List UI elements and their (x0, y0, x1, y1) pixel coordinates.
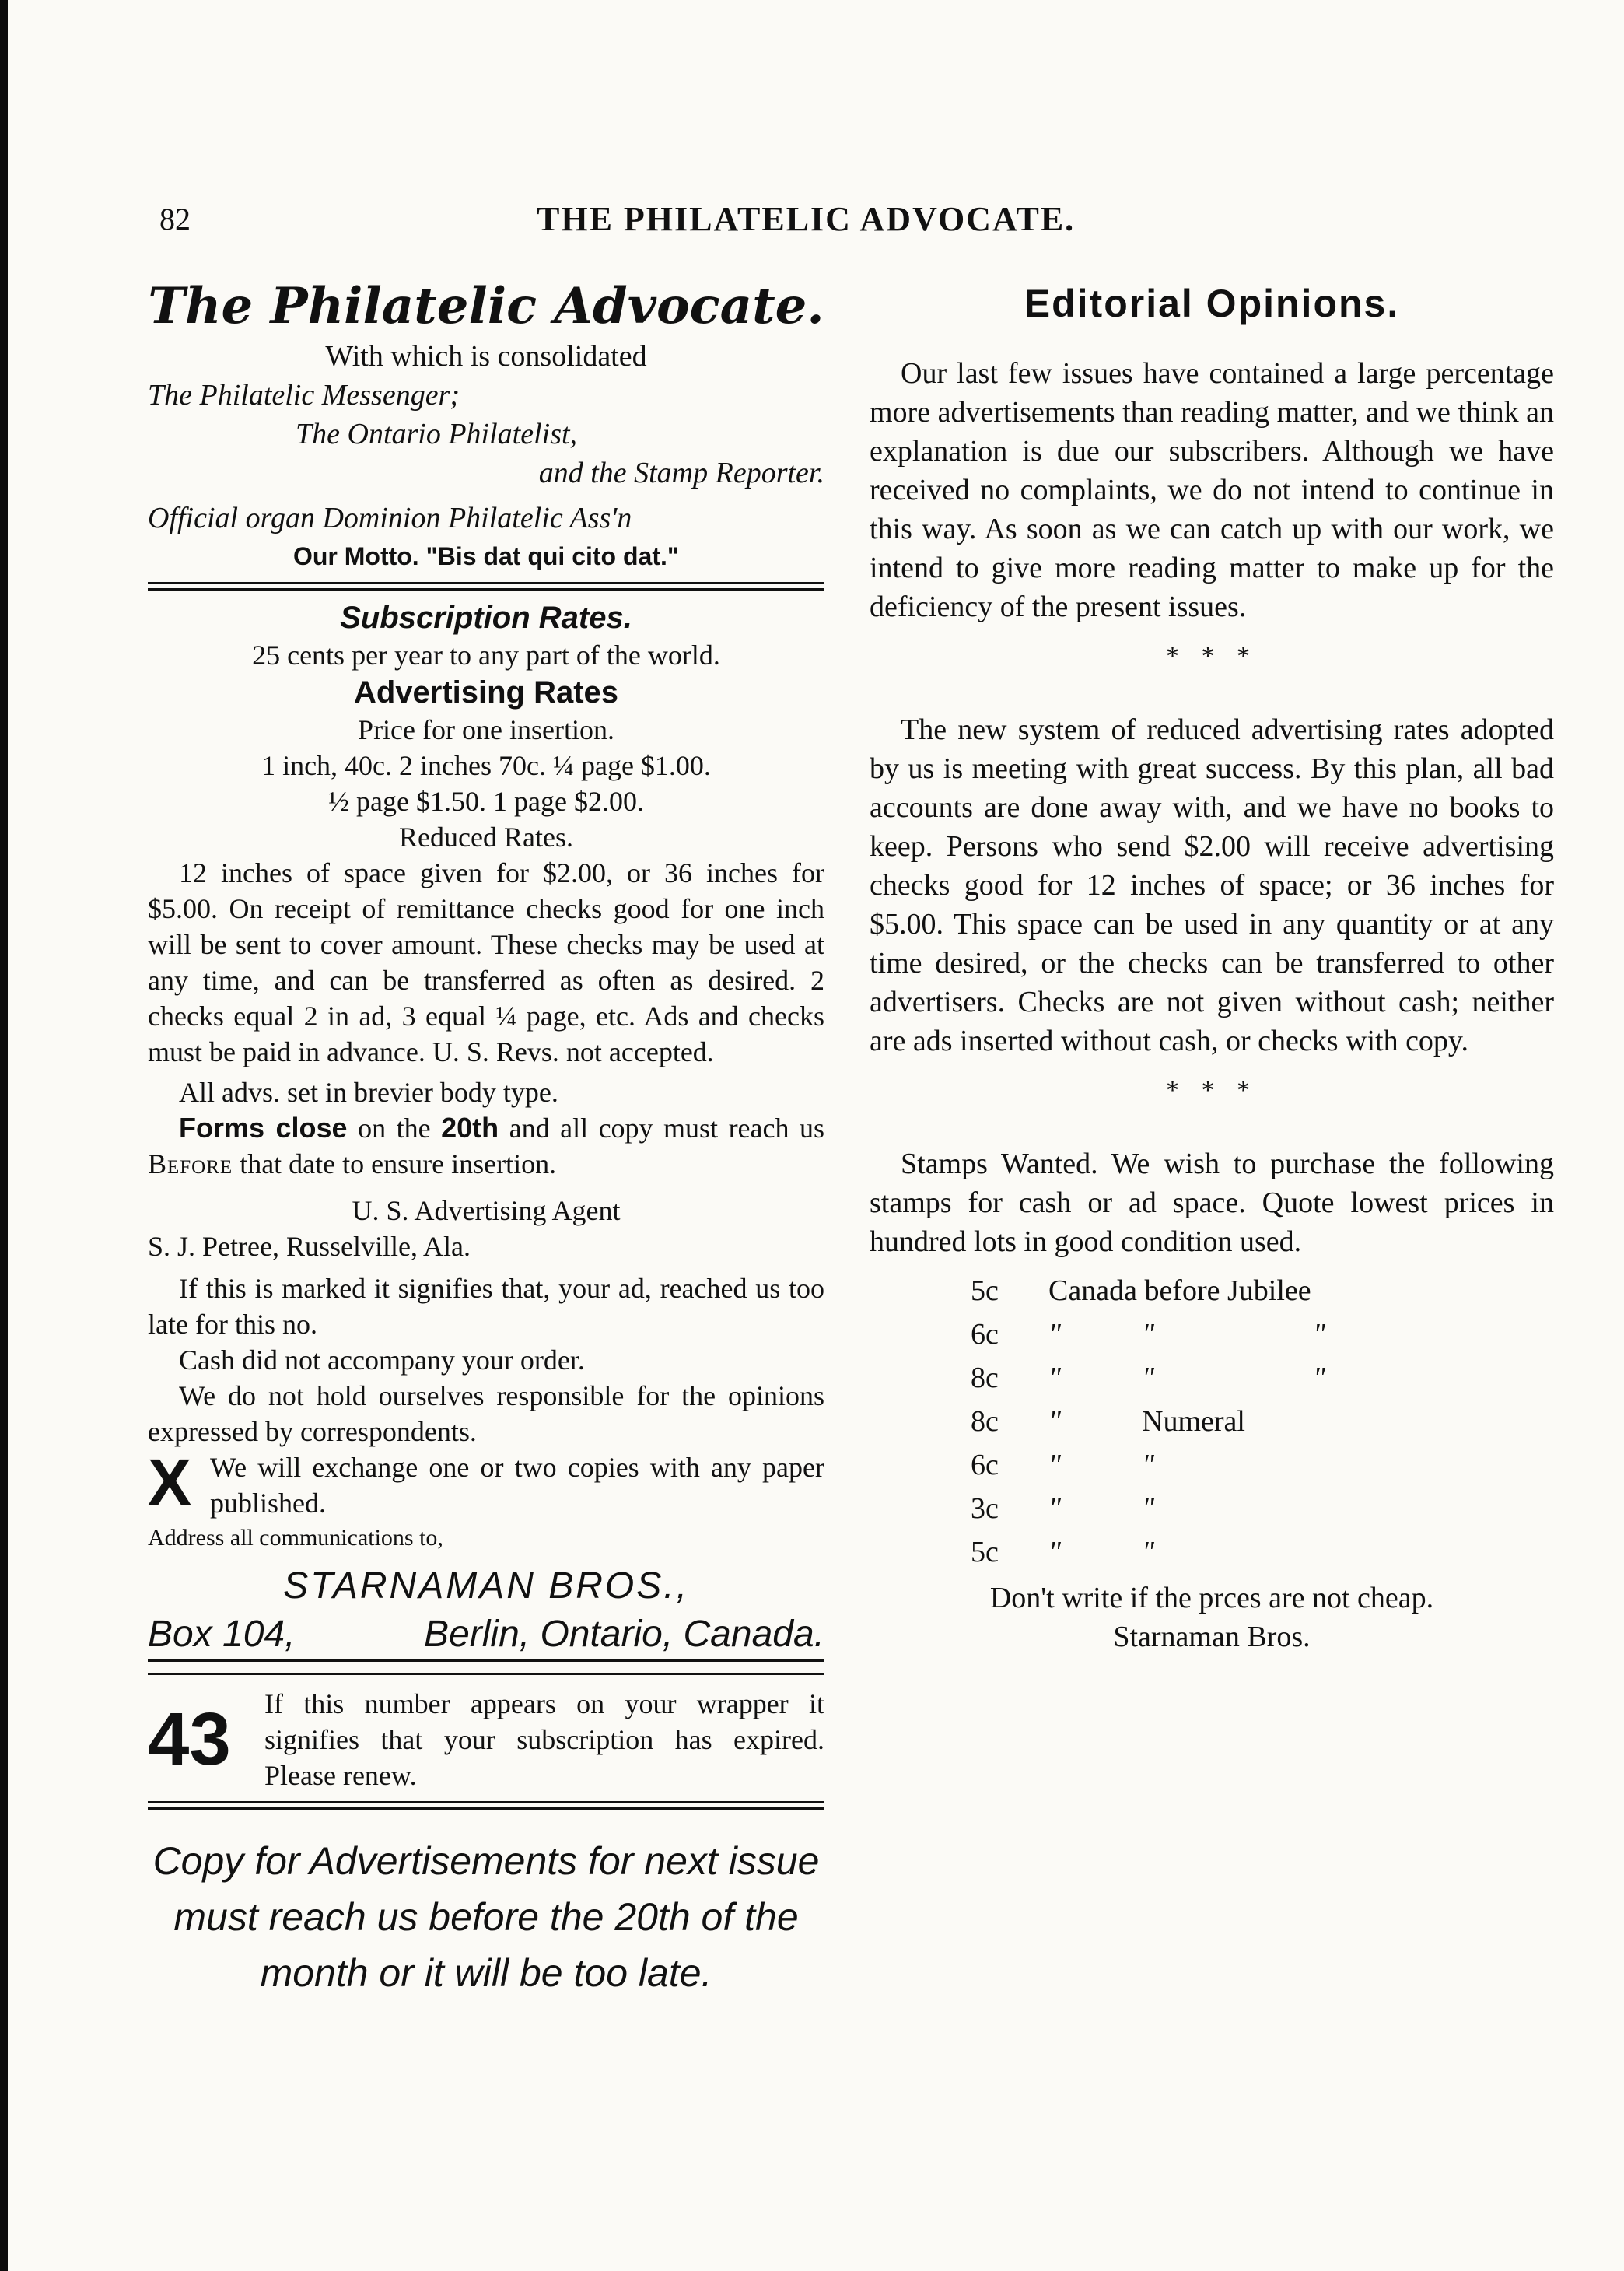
section-stars-2: * * * (1166, 1076, 1258, 1105)
masthead-line1: The Philatelic Messenger; (148, 379, 460, 412)
stamps-wanted-list (971, 1269, 1554, 1574)
page-number: 82 (159, 202, 191, 237)
forms-close-text-3: that date to ensure insertion. (233, 1148, 557, 1179)
masthead-title: The Philatelic Advocate. (148, 277, 824, 335)
subscription-heading: Subscription Rates. (340, 601, 632, 635)
forms-close-text-1: on the (347, 1113, 442, 1144)
forms-close-note (148, 1110, 824, 1182)
editorial-para-1: Our last few issues have contained a large percentage more advertisements than reading matter, and we think an explanation is due our subscribers. Although we have received no complaints, we do not intend to continue in this way. As soon as we can catch up with our work, we intend to give more reading matter to make up for the deficiency of the present issues. (870, 357, 1554, 623)
publisher-name: STARNAMAN BROS., (283, 1565, 689, 1607)
left-column (148, 276, 824, 2001)
running-head: THE PHILATELIC ADVOCATE. (537, 200, 1076, 238)
ditto-mark: " (1142, 1318, 1154, 1351)
section-stars-1: * * * (1166, 642, 1258, 671)
dont-write-note: Don't write if the prces are not cheap. (989, 1582, 1434, 1614)
masthead-official: Official organ Dominion Philatelic Ass'n (148, 502, 632, 534)
motto: Our Motto. "Bis dat qui cito dat." (292, 542, 680, 570)
marked-notice: If this is marked it signifies that, your ad, reached us too late for this no. (148, 1273, 824, 1340)
stamp-row (971, 1443, 1554, 1487)
stamp-desc: Numeral (1142, 1405, 1245, 1438)
ditto-mark: " (1048, 1405, 1061, 1438)
editorial-para-3: Stamps Wanted. We wish to purchase the following stamps for cash or ad space. Quote lowest prices in hundred lots in good condition used. (870, 1148, 1554, 1258)
advertising-rates-line2: ½ page $1.50. 1 page $2.00. (328, 786, 644, 817)
forms-close-date: 20th (441, 1112, 499, 1144)
editorial-heading: Editorial Opinions. (1024, 282, 1400, 325)
ditto-mark: " (1142, 1492, 1154, 1525)
ditto-mark: " (1048, 1449, 1061, 1481)
stamp-row (971, 1312, 1554, 1356)
subscription-number: 43 (148, 1698, 231, 1781)
stamp-value: 6c (971, 1318, 999, 1351)
subscription-expiry-row (148, 1686, 824, 1793)
agent-title: U. S. Advertising Agent (352, 1195, 621, 1226)
signature: Starnaman Bros. (1113, 1621, 1311, 1653)
exchange-row (148, 1446, 824, 1521)
copy-deadline-note: Copy for Advertisements for next issue must reach us before the 20th of the month or it will be too late. (152, 1839, 820, 1995)
ditto-mark: " (1048, 1362, 1061, 1394)
publisher-address (148, 1611, 824, 1662)
agent-name: S. J. Petree, Russelville, Ala. (148, 1231, 471, 1262)
stamp-value: 5c (971, 1274, 999, 1307)
ditto-mark: " (1142, 1536, 1154, 1568)
forms-close-label: Forms close (179, 1112, 348, 1144)
double-rule-bottom (148, 1801, 824, 1810)
advertising-rates-line1: 1 inch, 40c. 2 inches 70c. ¼ page $1.00. (261, 750, 711, 781)
stamp-value: 5c (971, 1536, 999, 1568)
stamp-value: 8c (971, 1405, 999, 1438)
ditto-mark: " (1142, 1449, 1154, 1481)
forms-close-before: Before (148, 1148, 233, 1179)
reduced-rates-text: 12 inches of space given for $2.00, or 36 inches for $5.00. On receipt of remittance checks good for one inch will be sent to cover amount. These checks may be used at any time, and can be transferred as often as desired. 2 checks equal 2 in ad, 3 equal ¼ page, etc. Ads and checks must be paid in advance. U. S. Revs. not accepted. (148, 857, 824, 1067)
ditto-mark: " (1313, 1318, 1325, 1351)
address-to: Address all communications to, (148, 1525, 443, 1551)
subscription-expiry-text: If this number appears on your wrapper it signifies that your subscription has expired. Please renew. (264, 1688, 824, 1791)
rule (148, 1673, 824, 1675)
forms-close-text-2: and all copy must reach us (499, 1113, 824, 1144)
stamp-row (971, 1269, 1554, 1312)
ditto-mark: " (1048, 1318, 1061, 1351)
ditto-mark: " (1048, 1536, 1061, 1568)
editorial-para-2: The new system of reduced advertising rates adopted by us is meeting with great success. By this plan, all bad accounts are done away with, and we have no books to keep. Persons who send $2.00 will receive advertising checks good for 12 inches of space; or 36 inches for $5.00. This space can be used in any quantity or at any time desired, or the checks can be transferred to other advertisers. Checks are not given without cash; neither are ads inserted without cash, or checks with copy. (870, 713, 1554, 1057)
masthead-line2: The Ontario Philatelist, (296, 418, 578, 450)
publisher-box: Box 104, (148, 1614, 296, 1655)
stamp-row (971, 1400, 1554, 1443)
reduced-rates-heading: Reduced Rates. (399, 822, 573, 853)
subscription-text: 25 cents per year to any part of the world. (252, 640, 720, 671)
masthead-line3: and the Stamp Reporter. (538, 457, 824, 489)
masthead-consolidated: With which is consolidated (325, 340, 647, 373)
ditto-mark: " (1313, 1362, 1325, 1394)
responsible-notice: We do not hold ourselves responsible for the opinions expressed by correspondents. (148, 1380, 824, 1447)
page-edge-shadow (0, 0, 8, 2271)
stamp-row (971, 1530, 1554, 1574)
ditto-mark: " (1142, 1362, 1154, 1394)
stamp-row (971, 1356, 1554, 1400)
cash-notice: Cash did not accompany your order. (179, 1344, 585, 1376)
stamp-value: 8c (971, 1362, 999, 1394)
exchange-notice: We will exchange one or two copies with any paper published. (210, 1452, 824, 1519)
ditto-mark: " (1048, 1492, 1061, 1525)
stamp-value: 3c (971, 1492, 999, 1525)
brevier-note: All advs. set in brevier body type. (179, 1077, 558, 1108)
stamp-row (971, 1487, 1554, 1530)
advertising-heading: Advertising Rates (353, 675, 619, 710)
stamp-desc: Canada before Jubilee (1048, 1274, 1311, 1307)
right-column (870, 276, 1554, 1656)
publisher-city: Berlin, Ontario, Canada. (424, 1614, 824, 1655)
x-mark: X (148, 1446, 192, 1519)
stamp-value: 6c (971, 1449, 999, 1481)
double-rule (148, 582, 824, 591)
advertising-sub: Price for one insertion. (358, 714, 614, 745)
